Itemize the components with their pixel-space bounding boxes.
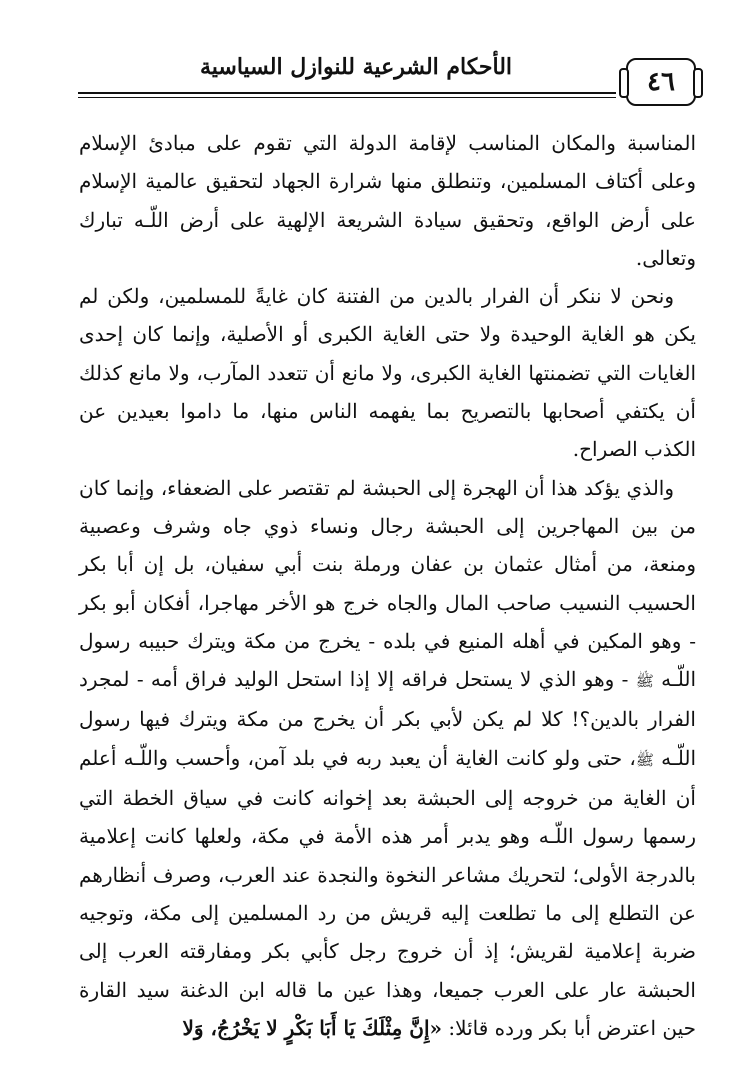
page-number-frame	[626, 58, 696, 106]
paragraph-3-part-3: ، حتى ولو كانت الغاية أن يعبد ربه في بلد آمن، وأحسب واللّـه أعلم أن الغاية من خروجه إلى الحبشة بعد إخوانه كانت في سياق الخطة التي رسمها رسول اللّـه وهو يدبر أمر هذه الأمة في مكة، ولعلها كانت إعلامية بالدرجة الأولى؛ لتحريك مشاعر النخوة والنجدة عند العرب، وصرف أنظارهم عن التطلع إلى ما تطلعت إليه قريش من رد المسلمين إلى مكة، وتوجيه ضربة إعلامية لقريش؛ إذ أن خروج رجل كأبي بكر ومفارقته العرب إلى الحبشة عار على العرب جميعا، وهذا عين ما قاله ابن الدغنة سيد القارة حين اعترض أبا بكر ورده قائلا:	[79, 745, 696, 1040]
body-text	[79, 124, 696, 1047]
paragraph-2: ونحن لا ننكر أن الفرار بالدين من الفتنة كان غايةً للمسلمين، ولكن لم يكن هو الغاية الوحيدة ولا حتى الغاية الكبرى أو الأصلية، وإنما كان إحدى الغايات التي تضمنتها الغاية الكبرى، ولا مانع أن تتعدد المآرب، ولا مانع كذلك أن يكتفي أصحابها بالتصريح بما يفهمه الناس منها، ما داموا بعيدين عن الكذب الصراح.	[79, 284, 696, 462]
salla-glyph: ﷺ	[635, 750, 654, 769]
running-title: الأحكام الشرعية للنوازل السياسية	[199, 54, 513, 80]
paragraph-1: المناسبة والمكان المناسب لإقامة الدولة التي تقوم على مبادئ الإسلام وعلى أكتاف المسلمين، وتنطلق منها شرارة الجهاد لتحقيق عالمية الإسلام على أرض الواقع، وتحقيق سيادة الشريعة الإلهية على أرض اللّـه تبارك وتعالى.	[79, 131, 696, 270]
salla-glyph: ﷺ	[635, 672, 654, 691]
page-header	[78, 48, 696, 110]
paragraph-3-part-2: - وهو الذي لا يستحل فراقه إلا إذا استحل الوليد فراق أمه - لمجرد الفرار بالدين؟! كلا لم يكن لأبي بكر أن يخرج من مكة ويترك فيها رسول اللّـه	[79, 667, 696, 770]
page-number: ٤٦	[647, 67, 675, 97]
header-rule-thick	[78, 92, 616, 94]
paragraph-3-part-1: والذي يؤكد هذا أن الهجرة إلى الحبشة لم تقتصر على الضعفاء، وإنما كان من بين المهاجرين إلى الحبشة رجال ونساء ذوي جاه وشرف وعصبية ومنعة، من أمثال عثمان بن عفان ورملة بنت أبي سفيان، بل إن أبا بكر الحسيب النسيب صاحب المال والجاه خرج هو الأخر مهاجرا، أفكان أبو بكر - وهو المكين في أهله المنيع في بلده - يخرج من مكة ويترك حبيبه رسول اللّـه	[79, 475, 696, 692]
hadith-quote: «إِنَّ مِثْلَكَ يَا أَبَا بَكْرٍ لا يَخْرُجُ، وَلا	[182, 1015, 443, 1040]
header-rule-thin	[78, 97, 616, 98]
paragraph-3	[79, 469, 696, 1047]
